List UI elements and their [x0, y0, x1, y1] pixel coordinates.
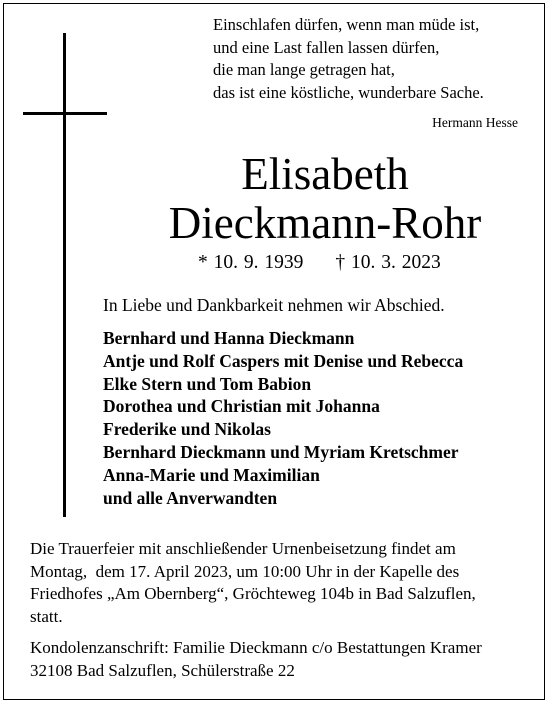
poem	[213, 14, 484, 104]
mourner-line: Anna-Marie und Maximilian	[103, 464, 320, 485]
mourner-line: Elke Stern und Tom Babion	[103, 373, 312, 394]
mourner-line: Antje und Rolf Caspers mit Denise und Rebecca	[103, 350, 464, 371]
condolence-line: Kondolenzanschrift: Familie Dieckmann c/o Bestattungen Kramer	[30, 638, 482, 657]
mourner-line: Frederike und Nikolas	[103, 419, 271, 440]
condolence-address	[30, 637, 482, 682]
farewell-text: In Liebe und Dankbarkeit nehmen wir Abschied.	[103, 295, 445, 315]
funeral-line: Die Trauerfeier mit anschließender Urnenbeisetzung findet am	[30, 539, 456, 558]
mourner-line: Bernhard Dieckmann und Myriam Kretschmer	[103, 441, 459, 462]
mourner-line: und alle Anverwandten	[103, 487, 278, 508]
poem-line: und eine Last fallen lassen dürfen,	[213, 37, 440, 57]
poem-author: Hermann Hesse	[432, 115, 518, 130]
funeral-line: Montag, dem 17. April 2023, um 10:00 Uhr in der Kapelle des	[30, 561, 460, 581]
condolence-line: 32108 Bad Salzuflen, Schülerstraße 22	[30, 660, 295, 680]
poem-line: das ist eine köstliche, wunderbare Sache.	[213, 82, 484, 102]
birth-date: * 10. 9. 1939	[198, 252, 304, 273]
poem-line: Einschlafen dürfen, wenn man müde ist,	[213, 15, 480, 34]
mourners-list	[103, 327, 463, 509]
life-dates	[198, 252, 441, 274]
death-date: † 10. 3. 2023	[335, 252, 441, 273]
funeral-line: Friedhofes „Am Obernberg“, Gröchteweg 104b in Bad Salzuflen,	[30, 584, 476, 603]
mourner-line: Bernhard und Hanna Dieckmann	[103, 328, 355, 348]
cross-horizontal-bar	[23, 112, 107, 115]
mourner-line: Dorothea und Christian mit Johanna	[103, 396, 380, 417]
cross-vertical-bar	[63, 33, 66, 517]
funeral-line: statt.	[30, 606, 63, 626]
deceased-first-name: Elisabeth	[241, 149, 409, 199]
poem-line: die man lange getragen hat,	[213, 60, 395, 79]
funeral-notice	[30, 538, 476, 628]
deceased-last-name: Dieckmann-Rohr	[168, 198, 482, 248]
